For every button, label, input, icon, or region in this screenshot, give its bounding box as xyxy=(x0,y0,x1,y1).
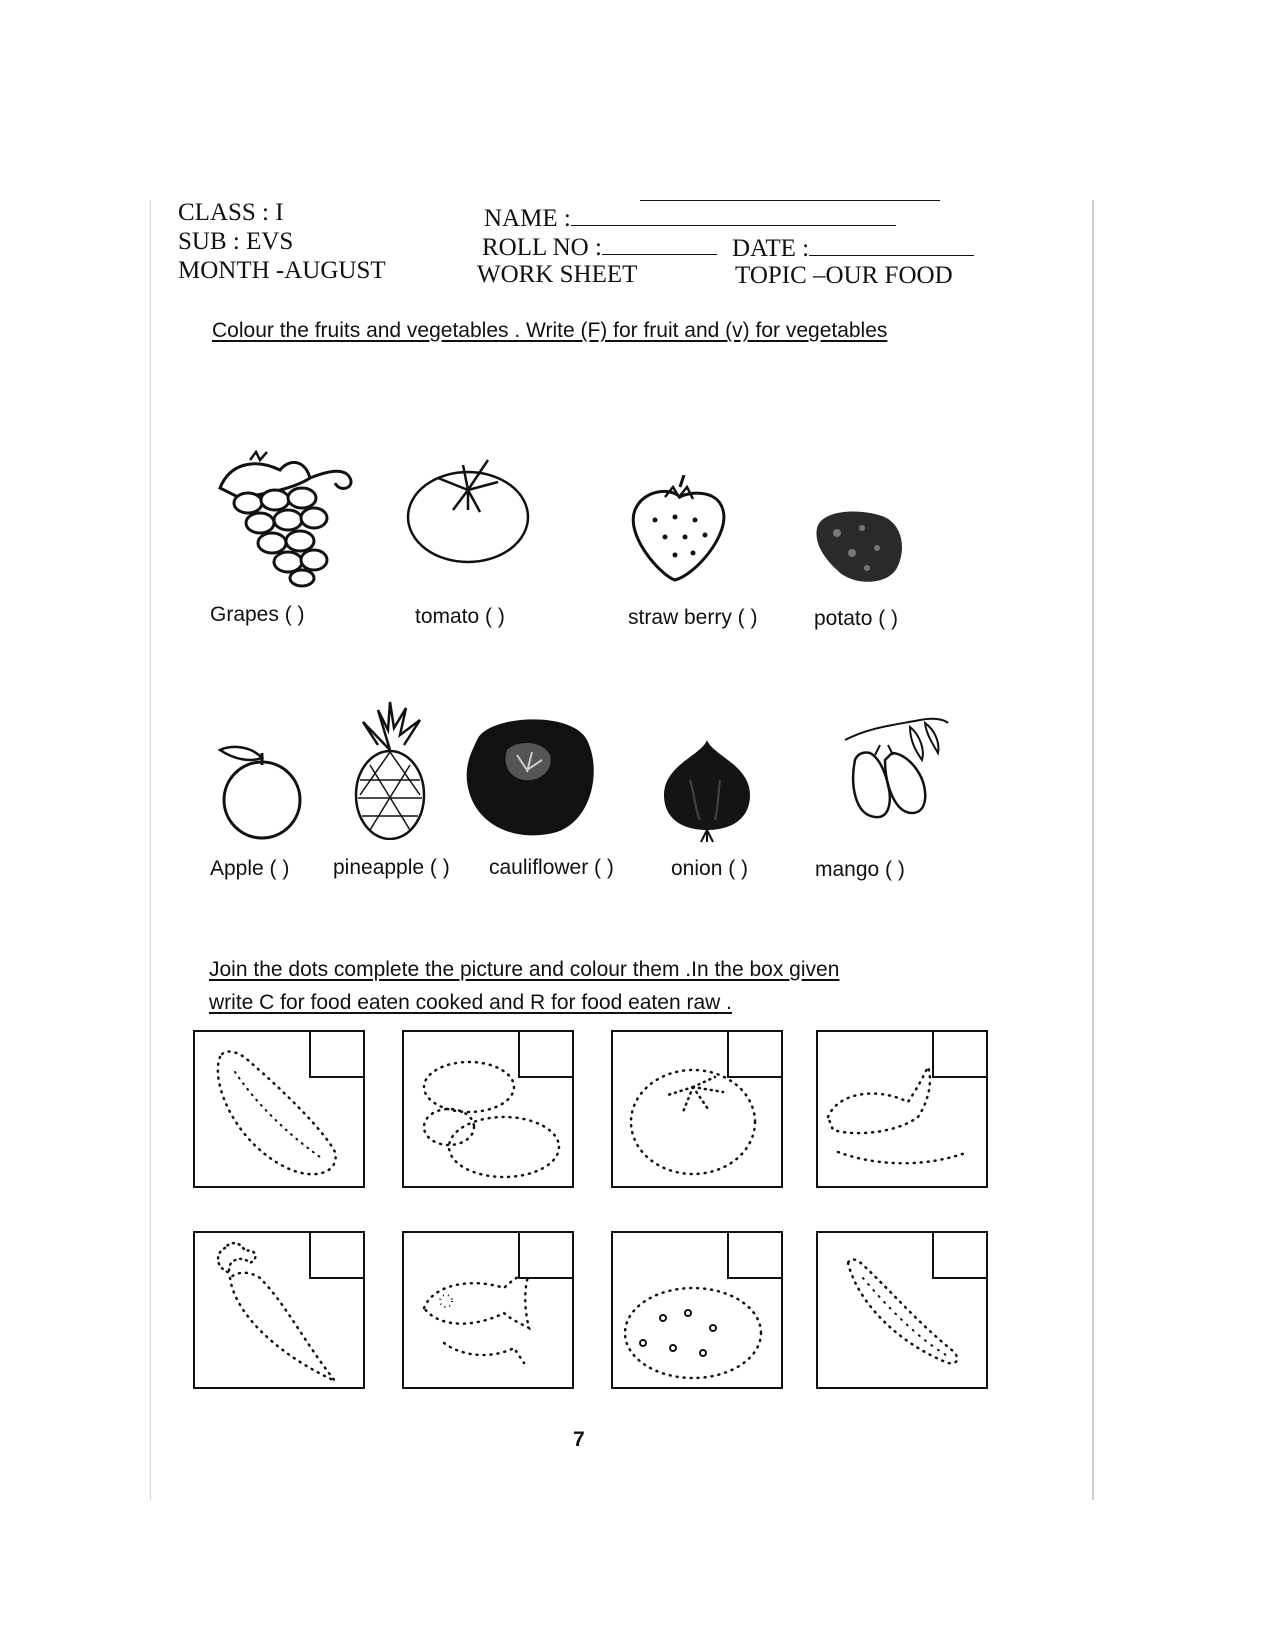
class-label: CLASS : I xyxy=(178,199,284,226)
tomato-icon xyxy=(405,455,535,570)
roll-field[interactable] xyxy=(602,232,717,255)
potato-label: potato ( ) xyxy=(814,607,899,630)
cooked-raw-box xyxy=(611,1231,783,1389)
answer-box[interactable] xyxy=(309,1030,365,1078)
cooked-raw-box xyxy=(611,1030,783,1188)
name-row xyxy=(484,203,896,233)
page-number: 7 xyxy=(573,1428,585,1451)
date-field[interactable] xyxy=(809,233,974,256)
answer-box[interactable] xyxy=(932,1231,988,1279)
answer-box[interactable] xyxy=(932,1030,988,1078)
section1-instruction: Colour the fruits and vegetables . Write (F) for fruit and (v) for vegetables xyxy=(212,319,888,342)
name-field[interactable] xyxy=(571,203,896,226)
grapes-label: Grapes ( ) xyxy=(210,603,305,626)
onion-icon xyxy=(660,735,755,845)
onion-label: onion ( ) xyxy=(671,857,749,880)
pineapple-icon xyxy=(348,700,433,840)
strawberry-label: straw berry ( ) xyxy=(628,606,758,629)
cooked-raw-box xyxy=(193,1231,365,1389)
scan-edge-right xyxy=(1092,200,1094,1500)
mango-icon xyxy=(840,715,950,830)
cooked-raw-box xyxy=(816,1030,988,1188)
name-label: NAME : xyxy=(484,205,571,232)
answer-box[interactable] xyxy=(309,1231,365,1279)
subject-label: SUB : EVS xyxy=(178,228,294,255)
roll-row xyxy=(482,232,717,262)
cauliflower-icon xyxy=(462,710,597,840)
grapes-icon xyxy=(210,448,370,588)
cooked-raw-box xyxy=(816,1231,988,1389)
topic-label: TOPIC –OUR FOOD xyxy=(735,262,953,289)
potato-icon xyxy=(812,508,907,588)
month-label: MONTH -AUGUST xyxy=(178,257,386,284)
date-row xyxy=(732,233,974,263)
top-rule xyxy=(640,200,940,201)
date-label: DATE : xyxy=(732,235,810,262)
section2-instruction-line2: write C for food eaten cooked and R for food eaten raw . xyxy=(209,991,732,1014)
scan-edge-left xyxy=(150,200,151,1500)
worksheet-label: WORK SHEET xyxy=(477,261,638,288)
section2-instruction-line1: Join the dots complete the picture and colour them .In the box given xyxy=(209,958,840,981)
answer-box[interactable] xyxy=(727,1030,783,1078)
roll-label: ROLL NO : xyxy=(482,234,602,261)
cooked-raw-box xyxy=(402,1030,574,1188)
cooked-raw-box xyxy=(402,1231,574,1389)
apple-label: Apple ( ) xyxy=(210,857,290,880)
tomato-label: tomato ( ) xyxy=(415,605,505,628)
answer-box[interactable] xyxy=(518,1030,574,1078)
cooked-raw-box xyxy=(193,1030,365,1188)
apple-icon xyxy=(215,740,310,840)
pineapple-label: pineapple ( ) xyxy=(333,856,450,879)
cauliflower-label: cauliflower ( ) xyxy=(489,856,614,879)
answer-box[interactable] xyxy=(518,1231,574,1279)
strawberry-icon xyxy=(625,475,735,585)
answer-box[interactable] xyxy=(727,1231,783,1279)
mango-label: mango ( ) xyxy=(815,858,905,881)
